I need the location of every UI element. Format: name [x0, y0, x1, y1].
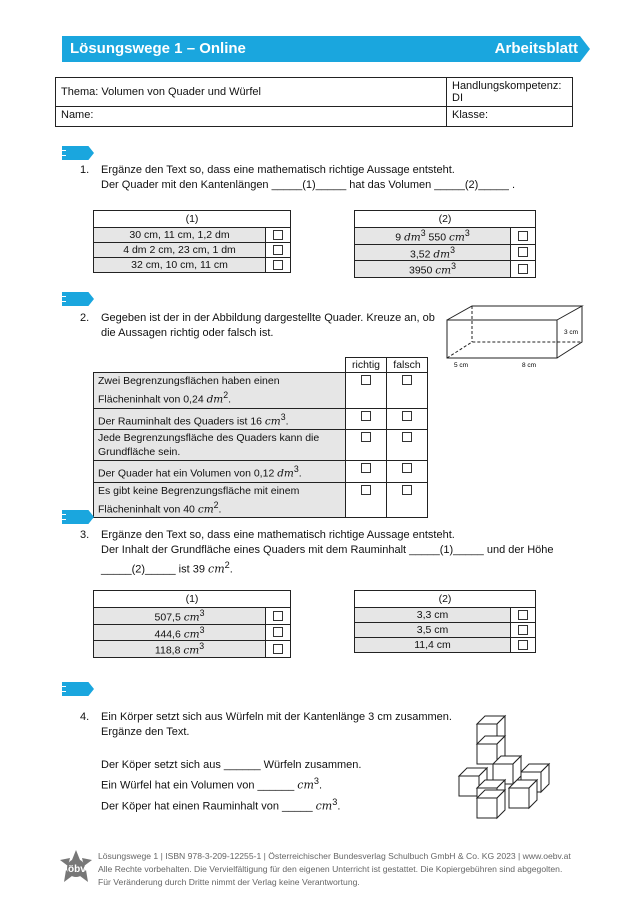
figure-height-label: 3 cm — [564, 329, 579, 336]
checkbox-icon[interactable] — [518, 264, 528, 274]
checkbox-true-icon[interactable] — [361, 375, 371, 385]
task3-col1-header: (1) — [94, 591, 291, 608]
checkbox-false-icon[interactable] — [402, 463, 412, 473]
header-banner — [62, 36, 580, 62]
footer — [98, 850, 571, 889]
task4-line5: Der Köper hat einen Rauminhalt von _____ $cm^3$. — [101, 796, 341, 813]
figure-depth-label: 5 cm — [454, 362, 469, 369]
task3-col1-option: 444,6 $cm^3$ — [94, 624, 266, 641]
logo-text: öbv — [68, 864, 86, 875]
task2-number: 2. — [80, 312, 90, 324]
checkbox-true-icon[interactable] — [361, 485, 371, 495]
cuboid-figure — [440, 300, 590, 372]
task1-col2-header: (2) — [355, 211, 536, 228]
task1-col2-option: 9 $dm^3$ 550 $cm^3$ — [355, 228, 511, 245]
topic-cell: Thema: Volumen von Quader und Würfel — [56, 78, 447, 107]
task1-col2-option: 3950 $cm^3$ — [355, 261, 511, 278]
task1-col1-option: 32 cm, 10 cm, 11 cm — [94, 258, 266, 273]
checkbox-true-icon[interactable] — [361, 432, 371, 442]
checkbox-false-icon[interactable] — [402, 432, 412, 442]
task4-marker-icon — [62, 682, 98, 696]
header-false: falsch — [387, 358, 428, 373]
oebv-logo — [58, 848, 94, 888]
task3-text — [101, 528, 554, 578]
task4-line3: Der Köper setzt sich aus ______ Würfeln zusammen. — [101, 759, 362, 771]
info-table — [55, 77, 573, 127]
task1-line1: Ergänze den Text so, dass eine mathematisch richtige Aussage entsteht. — [101, 164, 455, 176]
task3-col2-header: (2) — [355, 591, 536, 608]
task1-col1-option: 30 cm, 11 cm, 1,2 dm — [94, 228, 266, 243]
checkbox-icon[interactable] — [518, 610, 528, 620]
checkbox-icon[interactable] — [518, 640, 528, 650]
footer-line3: Für Veränderung durch Dritte nimmt der Verlag keine Verantwortung. — [98, 877, 360, 887]
header-true: richtig — [346, 358, 387, 373]
checkbox-true-icon[interactable] — [361, 411, 371, 421]
statement: Der Rauminhalt des Quaders ist 16 $cm^3$. — [94, 408, 346, 430]
task1-number: 1. — [80, 164, 90, 176]
header-doc-type: Arbeitsblatt — [494, 40, 578, 57]
task1-col1-option: 4 dm 2 cm, 23 cm, 1 dm — [94, 243, 266, 258]
task4-fill-text — [101, 757, 361, 814]
checkbox-icon[interactable] — [273, 611, 283, 621]
task3-col2-option: 3,3 cm — [355, 608, 511, 623]
task2-line2: die Aussagen richtig oder falsch ist. — [101, 327, 274, 339]
task2-text — [101, 311, 435, 341]
footer-line2: Alle Rechte vorbehalten. Die Vervielfältigung für den eigenen Unterricht ist gestattet. Die Kopiergebühren sind abgegolten. — [98, 864, 563, 874]
task3-options-2 — [354, 590, 536, 653]
task3-col1-option: 507,5 $cm^3$ — [94, 608, 266, 625]
statement: Der Quader hat ein Volumen von 0,12 $dm^3$. — [94, 461, 346, 483]
statement: Zwei Begrenzungsflächen haben einen Flächeninhalt von 0,24 $dm^2$. — [94, 373, 346, 409]
checkbox-icon[interactable] — [273, 260, 283, 270]
task1-options-1 — [93, 210, 291, 273]
checkbox-false-icon[interactable] — [402, 485, 412, 495]
competence-cell — [447, 78, 573, 107]
task1-line2: Der Quader mit den Kantenlängen _____(1)_____ hat das Volumen _____(2)_____ . — [101, 179, 516, 191]
task3-number: 3. — [80, 529, 90, 541]
competence-label: Handlungskompetenz: — [452, 80, 562, 92]
checkbox-icon[interactable] — [518, 625, 528, 635]
checkbox-icon[interactable] — [273, 644, 283, 654]
task4-text — [101, 710, 452, 740]
task3-col2-option: 11,4 cm — [355, 638, 511, 653]
task1-col1-header: (1) — [94, 211, 291, 228]
task4-line4: Ein Würfel hat ein Volumen von ______ $cm^3$. — [101, 776, 323, 792]
task2-marker-icon — [62, 292, 98, 306]
task4-line1: Ein Körper setzt sich aus Würfeln mit der Kantenlänge 3 cm zusammen. — [101, 711, 452, 723]
task3-col2-option: 3,5 cm — [355, 623, 511, 638]
task4-line2: Ergänze den Text. — [101, 726, 190, 738]
task3-line1: Ergänze den Text so, dass eine mathematisch richtige Aussage entsteht. — [101, 529, 455, 541]
banner-tip — [580, 36, 590, 62]
name-cell[interactable]: Name: — [56, 107, 447, 127]
checkbox-false-icon[interactable] — [402, 375, 412, 385]
task3-line2: Der Inhalt der Grundfläche eines Quaders mit dem Rauminhalt _____(1)_____ und der Höhe — [101, 544, 554, 556]
task2-line1: Gegeben ist der in der Abbildung dargestellte Quader. Kreuze an, ob — [101, 312, 435, 324]
figure-length-label: 8 cm — [522, 362, 537, 369]
task2-true-false-table — [93, 357, 428, 518]
header-title: Lösungswege 1 – Online — [70, 40, 246, 57]
task3-marker-icon — [62, 510, 98, 524]
task3-line3: _____(2)_____ ist 39 $cm^2$. — [101, 560, 233, 576]
task1-options-2 — [354, 210, 536, 278]
checkbox-icon[interactable] — [273, 245, 283, 255]
task4-number: 4. — [80, 711, 90, 723]
task1-col2-option: 3,52 $dm^3$ — [355, 244, 511, 261]
cube-structure-figure — [455, 712, 560, 822]
checkbox-true-icon[interactable] — [361, 463, 371, 473]
checkbox-icon[interactable] — [518, 247, 528, 257]
task3-options-1 — [93, 590, 291, 658]
checkbox-icon[interactable] — [273, 230, 283, 240]
statement: Jede Begrenzungsfläche des Quaders kann die Grundfläche sein. — [94, 430, 346, 461]
checkbox-false-icon[interactable] — [402, 411, 412, 421]
checkbox-icon[interactable] — [518, 231, 528, 241]
task3-col1-option: 118,8 $cm^3$ — [94, 641, 266, 658]
footer-line1: Lösungswege 1 | ISBN 978-3-209-12255-1 | Österreichischer Bundesverlag Schulbuch GmbH & Co. KG 2023 | www.oebv.at — [98, 851, 571, 861]
checkbox-icon[interactable] — [273, 627, 283, 637]
task1-marker-icon — [62, 146, 98, 160]
statement: Es gibt keine Begrenzungsfläche mit einem Flächeninhalt von 40 $cm^2$. — [94, 482, 346, 518]
competence-value: DI — [452, 92, 463, 104]
task1-text — [101, 163, 515, 193]
class-cell[interactable]: Klasse: — [447, 107, 573, 127]
